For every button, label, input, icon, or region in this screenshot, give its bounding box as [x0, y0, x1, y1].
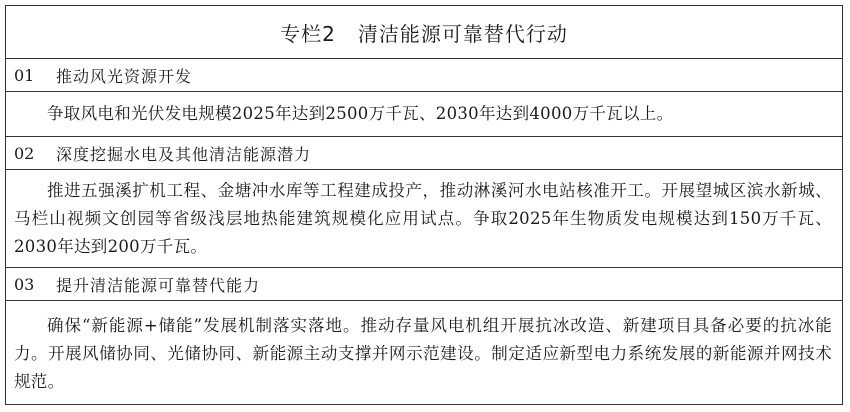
- section-heading-text: 提升清洁能源可靠替代能力: [56, 275, 261, 295]
- section-body-02: 推进五强溪扩机工程、金塘冲水库等工程建成投产，推动淋溪河水电站核准开工。开展望城区滨水新城、马栏山视频文创园等省级浅层地热能建筑规模化应用试点。争取2025年生物质发电规模达到150万千瓦、2030年达到200万千瓦。: [6, 170, 842, 268]
- section-heading-text: 深度挖掘水电及其他清洁能源潜力: [56, 144, 312, 164]
- box-title: [280, 18, 568, 47]
- section-number: 02: [14, 143, 35, 163]
- section-body-03: 确保“新能源+储能”发展机制落实落地。推动存量风电机组开展抗冰改造、新建项目具备必要的抗冰能力。开展风储协同、光储协同、新能源主动支撑并网示范建设。制定适应新型电力系统发展的新能源并网技术规范。: [14, 316, 832, 391]
- box-title-label: 专栏2: [280, 21, 336, 46]
- box-title-row: [6, 6, 842, 59]
- section-heading-text: 推动风光资源开发: [56, 66, 193, 86]
- section-body-01: 争取风电和光伏发电规模2025年达到2500万千瓦、2030年达到4000万千瓦以上。: [6, 92, 842, 137]
- section-number: 01: [14, 65, 35, 85]
- special-column-box: [5, 5, 843, 405]
- section-number: 03: [14, 274, 35, 294]
- section-heading-02: [6, 137, 842, 170]
- section-heading-01: [6, 59, 842, 92]
- box-title-text: 清洁能源可靠替代行动: [357, 21, 568, 46]
- section-heading-03: [6, 268, 842, 301]
